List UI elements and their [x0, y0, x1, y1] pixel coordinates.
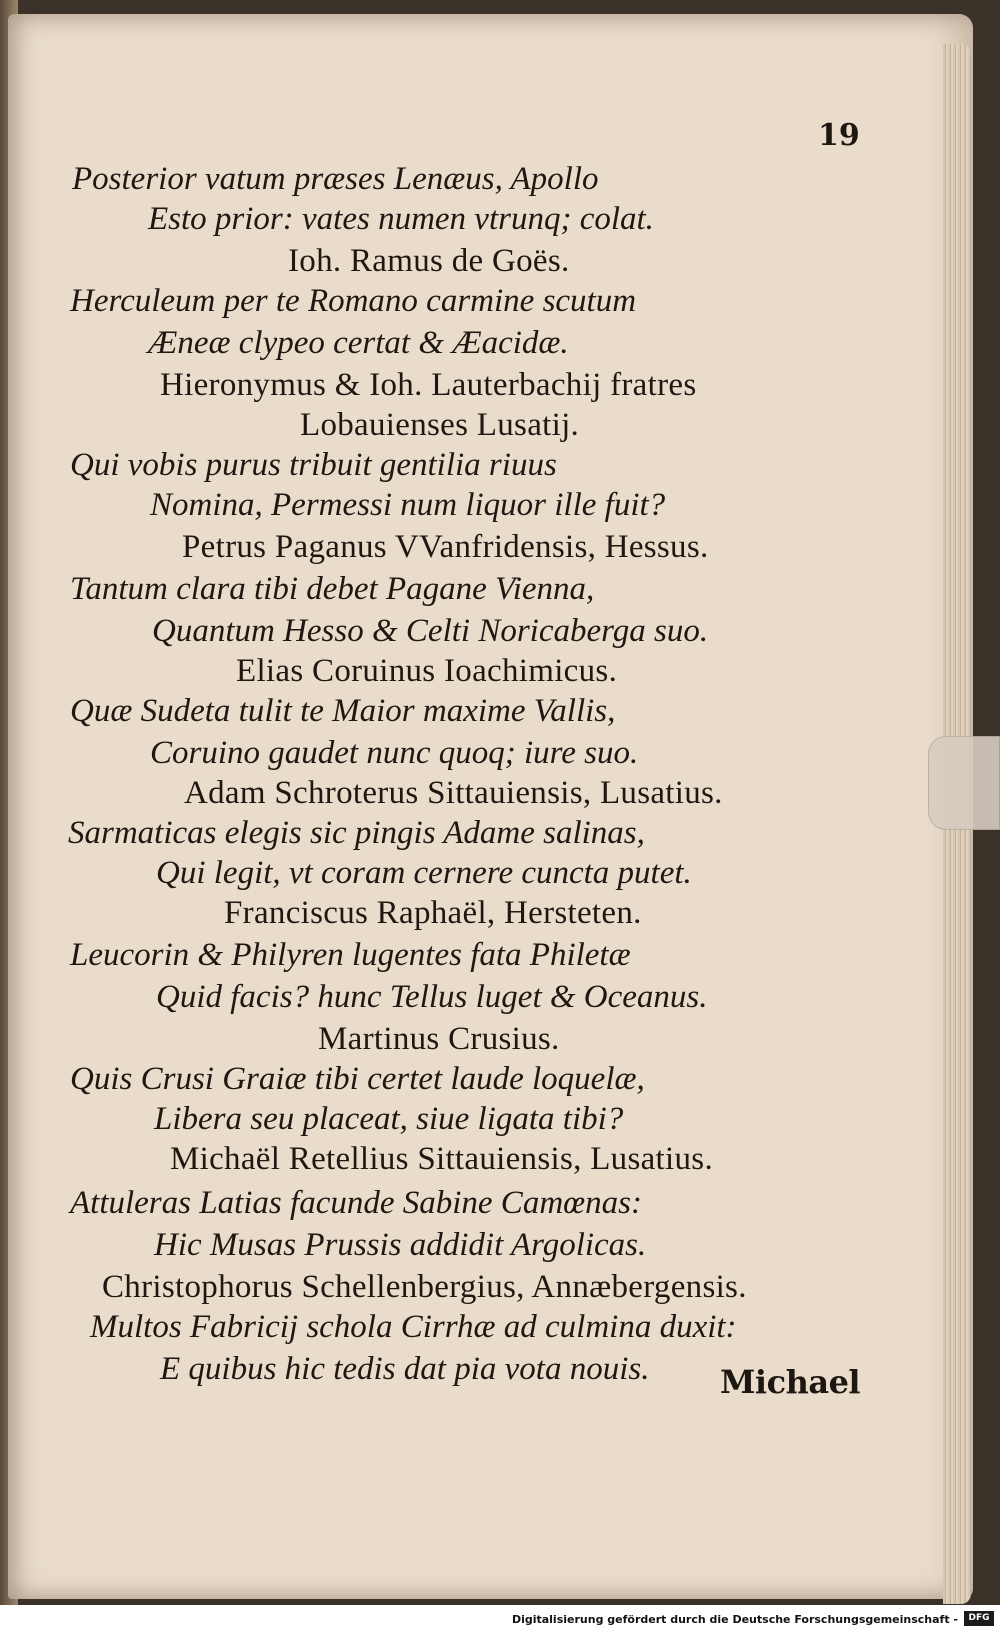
verse-line: Quid facis? hunc Tellus luget & Oceanus.: [156, 979, 708, 1015]
verse-line: E quibus hic tedis dat pia vota nouis.: [160, 1351, 650, 1387]
author-line: Petrus Paganus VVanfridensis, Hessus.: [182, 529, 709, 565]
author-line: Christophorus Schellenbergius, Annæbergensis.: [102, 1269, 747, 1305]
verse-line: Nomina, Permessi num liquor ille fuit?: [150, 487, 666, 523]
verse-line: Herculeum per te Romano carmine scutum: [70, 283, 637, 319]
verse-line: Attuleras Latias facunde Sabine Camœnas:: [70, 1185, 642, 1221]
funding-credit: Digitalisierung gefördert durch die Deutsche Forschungsgemeinschaft -: [511, 1613, 958, 1626]
verse-line: Leucorin & Philyren lugentes fata Philetæ: [70, 937, 631, 973]
author-line: Martinus Crusius.: [318, 1021, 560, 1057]
verse-line: Æneæ clypeo certat & Æacidæ.: [148, 325, 569, 361]
verse-line: Quis Crusi Graiæ tibi certet laude loquelæ,: [70, 1061, 645, 1097]
verse-line: Libera seu placeat, siue ligata tibi?: [154, 1101, 624, 1137]
verse-line: Coruino gaudet nunc quoq; iure suo.: [150, 735, 639, 771]
verse-line: Multos Fabricij schola Cirrhæ ad culmina duxit:: [90, 1309, 737, 1345]
author-line: Elias Coruinus Ioachimicus.: [236, 653, 618, 689]
verse-line: Tantum clara tibi debet Pagane Vienna,: [70, 571, 595, 607]
author-line: Adam Schroterus Sittauiensis, Lusatius.: [184, 775, 723, 811]
verse-line: Posterior vatum præses Lenæus, Apollo: [72, 161, 599, 197]
verse-line: Qui legit, vt coram cernere cuncta putet.: [156, 855, 692, 891]
author-line: Michaël Retellius Sittauiensis, Lusatius.: [170, 1141, 713, 1177]
author-line: Lobauienses Lusatij.: [300, 407, 580, 443]
footer-bar: [0, 1605, 1000, 1632]
author-line: Hieronymus & Ioh. Lauterbachij fratres: [160, 367, 697, 403]
author-line: Ioh. Ramus de Goës.: [288, 243, 570, 279]
verse-line: Quæ Sudeta tulit te Maior maxime Vallis,: [70, 693, 616, 729]
verse-line: Qui vobis purus tribuit gentilia riuus: [70, 447, 557, 483]
verse-line: Hic Musas Prussis addidit Argolicas.: [154, 1227, 647, 1263]
dfg-logo: DFG: [964, 1611, 994, 1626]
page-number: 19: [818, 118, 860, 153]
author-line: Franciscus Raphaël, Hersteten.: [224, 895, 642, 931]
verse-line: Quantum Hesso & Celti Noricaberga suo.: [152, 613, 709, 649]
catchword: Michael: [720, 1363, 861, 1401]
verse-line: Sarmaticas elegis sic pingis Adame salinas,: [68, 815, 645, 851]
verse-line: Esto prior: vates numen vtrunq; colat.: [148, 201, 654, 237]
clip-tab: [928, 736, 1000, 830]
